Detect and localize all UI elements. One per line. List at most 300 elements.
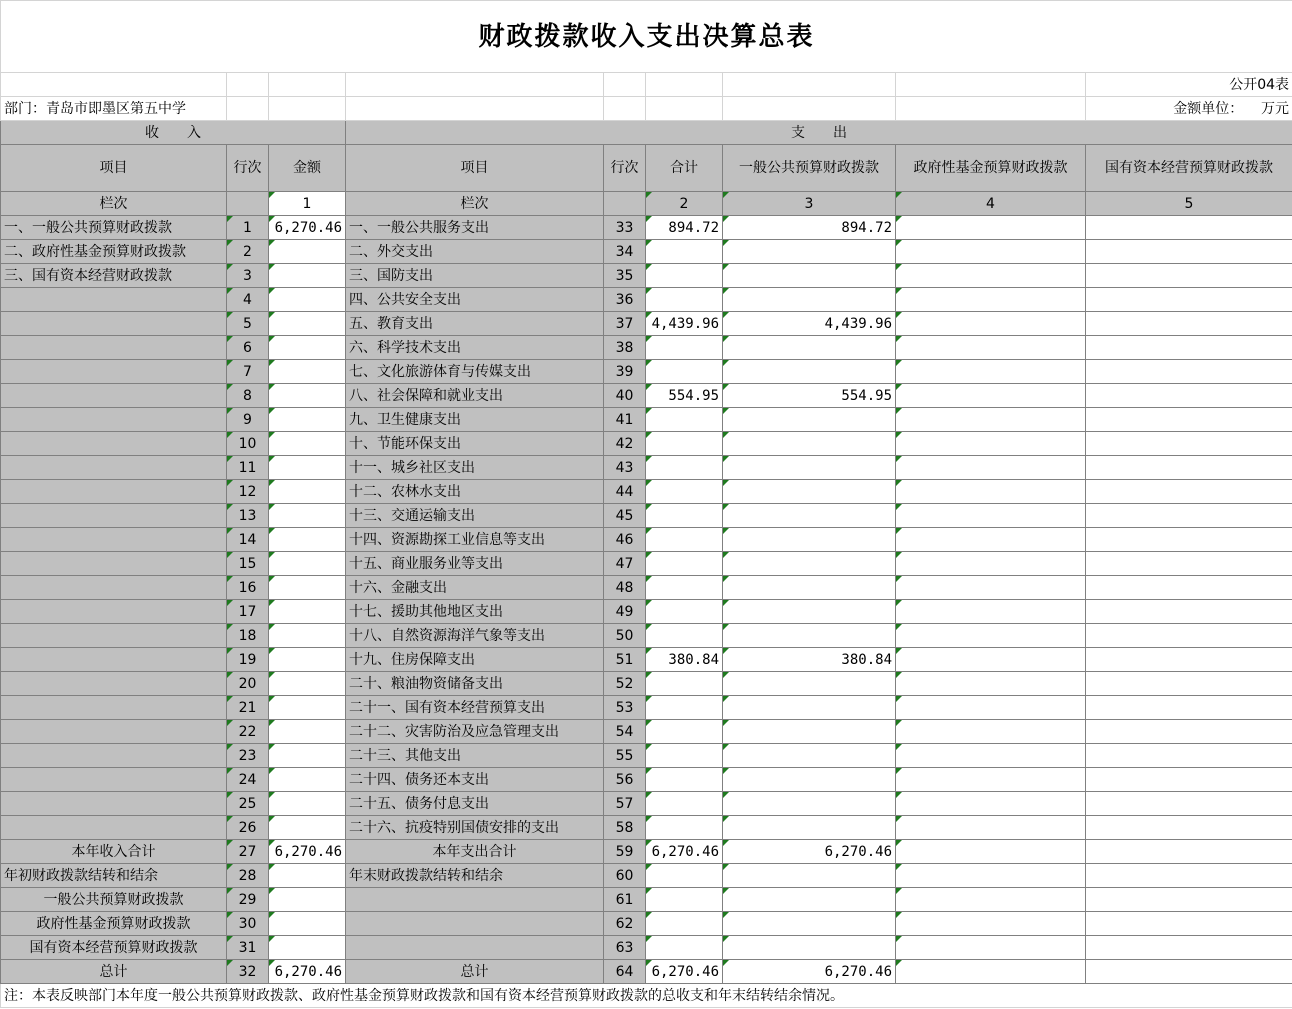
income-row-no[interactable]: 16 [227, 576, 269, 600]
expense-total[interactable] [646, 552, 723, 576]
expense-total[interactable] [646, 528, 723, 552]
expense-general-budget[interactable] [723, 552, 896, 576]
expense-state-capital[interactable] [1086, 672, 1292, 696]
expense-total[interactable] [646, 696, 723, 720]
income-amount[interactable] [269, 744, 346, 768]
expense-gov-fund[interactable] [896, 288, 1086, 312]
expense-item[interactable]: 十五、商业服务业等支出 [346, 552, 604, 576]
expense-state-capital[interactable] [1086, 432, 1292, 456]
income-row-no[interactable]: 24 [227, 768, 269, 792]
expense-total[interactable] [646, 672, 723, 696]
column-number[interactable]: 4 [896, 192, 1086, 216]
expense-total[interactable] [646, 360, 723, 384]
column-number[interactable]: 5 [1086, 192, 1292, 216]
expense-gov-fund[interactable] [896, 336, 1086, 360]
expense-gov-fund[interactable] [896, 912, 1086, 936]
expense-total[interactable]: 894.72 [646, 216, 723, 240]
expense-state-capital[interactable] [1086, 624, 1292, 648]
income-amount[interactable]: 6,270.46 [269, 960, 346, 984]
column-number[interactable]: 3 [723, 192, 896, 216]
expense-item[interactable]: 十二、农林水支出 [346, 480, 604, 504]
income-amount[interactable]: 6,270.46 [269, 216, 346, 240]
income-amount[interactable] [269, 456, 346, 480]
expense-row-no[interactable]: 49 [604, 600, 646, 624]
expense-row-no-header[interactable]: 行次 [604, 145, 646, 192]
blank-cell[interactable] [269, 97, 346, 121]
department-label[interactable]: 部门：青岛市即墨区第五中学 [1, 97, 227, 121]
expense-state-capital[interactable] [1086, 864, 1292, 888]
expense-state-capital[interactable] [1086, 744, 1292, 768]
expense-general-budget[interactable] [723, 504, 896, 528]
expense-row-no[interactable]: 53 [604, 696, 646, 720]
expense-general-budget[interactable] [723, 264, 896, 288]
income-item[interactable]: 本年收入合计 [1, 840, 227, 864]
expense-row-no[interactable]: 33 [604, 216, 646, 240]
expense-row-no[interactable]: 48 [604, 576, 646, 600]
blank-cell[interactable] [723, 73, 896, 97]
expense-total[interactable] [646, 456, 723, 480]
expense-row-no[interactable]: 61 [604, 888, 646, 912]
column-number[interactable]: 2 [646, 192, 723, 216]
expense-row-no[interactable]: 62 [604, 912, 646, 936]
expense-total[interactable] [646, 768, 723, 792]
expense-state-capital[interactable] [1086, 336, 1292, 360]
expense-item[interactable]: 九、卫生健康支出 [346, 408, 604, 432]
income-amount[interactable] [269, 912, 346, 936]
expense-gov-fund[interactable] [896, 576, 1086, 600]
expense-item[interactable]: 一、一般公共服务支出 [346, 216, 604, 240]
blank-cell[interactable] [604, 192, 646, 216]
income-row-no[interactable]: 8 [227, 384, 269, 408]
expense-state-capital[interactable] [1086, 600, 1292, 624]
expense-gov-fund[interactable] [896, 312, 1086, 336]
income-amount[interactable]: 6,270.46 [269, 840, 346, 864]
blank-cell[interactable] [269, 73, 346, 97]
expense-gov-fund[interactable] [896, 480, 1086, 504]
expense-general-budget[interactable] [723, 816, 896, 840]
expense-general-budget[interactable] [723, 576, 896, 600]
expense-general-budget[interactable] [723, 744, 896, 768]
income-amount[interactable] [269, 480, 346, 504]
income-row-no[interactable]: 18 [227, 624, 269, 648]
income-row-no[interactable]: 3 [227, 264, 269, 288]
expense-row-no[interactable]: 37 [604, 312, 646, 336]
expense-row-no[interactable]: 57 [604, 792, 646, 816]
income-amount[interactable] [269, 552, 346, 576]
expense-state-capital[interactable] [1086, 648, 1292, 672]
income-row-no[interactable]: 22 [227, 720, 269, 744]
expense-total[interactable] [646, 624, 723, 648]
expense-row-no[interactable]: 63 [604, 936, 646, 960]
income-amount[interactable] [269, 720, 346, 744]
blank-cell[interactable] [646, 73, 723, 97]
income-item[interactable] [1, 504, 227, 528]
income-item[interactable] [1, 792, 227, 816]
income-row-no[interactable]: 4 [227, 288, 269, 312]
income-amount[interactable] [269, 504, 346, 528]
income-amount[interactable] [269, 768, 346, 792]
expense-item[interactable]: 总计 [346, 960, 604, 984]
expense-row-no[interactable]: 45 [604, 504, 646, 528]
expense-general-budget[interactable] [723, 432, 896, 456]
income-row-no[interactable]: 12 [227, 480, 269, 504]
income-amount[interactable] [269, 864, 346, 888]
expense-state-capital[interactable] [1086, 480, 1292, 504]
expense-item[interactable]: 十四、资源勘探工业信息等支出 [346, 528, 604, 552]
income-amount[interactable] [269, 792, 346, 816]
expense-row-no[interactable]: 55 [604, 744, 646, 768]
expense-row-no[interactable]: 58 [604, 816, 646, 840]
expense-total[interactable] [646, 408, 723, 432]
expense-total[interactable] [646, 888, 723, 912]
general-budget-header[interactable]: 一般公共预算财政拨款 [723, 145, 896, 192]
expense-state-capital[interactable] [1086, 360, 1292, 384]
expense-gov-fund[interactable] [896, 408, 1086, 432]
income-item[interactable] [1, 696, 227, 720]
expense-item[interactable]: 十、节能环保支出 [346, 432, 604, 456]
income-amount-header[interactable]: 金额 [269, 145, 346, 192]
expense-total[interactable] [646, 864, 723, 888]
income-row-no[interactable]: 26 [227, 816, 269, 840]
expense-total[interactable] [646, 600, 723, 624]
expense-state-capital[interactable] [1086, 912, 1292, 936]
expense-state-capital[interactable] [1086, 552, 1292, 576]
expense-state-capital[interactable] [1086, 792, 1292, 816]
income-row-no[interactable]: 2 [227, 240, 269, 264]
expense-item[interactable]: 五、教育支出 [346, 312, 604, 336]
expense-state-capital[interactable] [1086, 312, 1292, 336]
blank-cell[interactable] [227, 192, 269, 216]
expense-item[interactable]: 二、外交支出 [346, 240, 604, 264]
blank-cell[interactable] [227, 97, 269, 121]
expense-row-no[interactable]: 34 [604, 240, 646, 264]
expense-total[interactable]: 4,439.96 [646, 312, 723, 336]
expense-total[interactable] [646, 240, 723, 264]
income-amount[interactable] [269, 936, 346, 960]
expense-gov-fund[interactable] [896, 360, 1086, 384]
expense-item[interactable]: 二十六、抗疫特别国债安排的支出 [346, 816, 604, 840]
income-item[interactable] [1, 312, 227, 336]
expense-gov-fund[interactable] [896, 768, 1086, 792]
footnote[interactable]: 注：本表反映部门本年度一般公共预算财政拨款、政府性基金预算财政拨款和国有资本经营预算财政拨款的总收支和年末结转结余情况。 [1, 984, 1292, 1008]
income-item[interactable]: 年初财政拨款结转和结余 [1, 864, 227, 888]
blank-cell[interactable] [346, 97, 604, 121]
income-amount[interactable] [269, 336, 346, 360]
form-number[interactable]: 公开04表 [1086, 73, 1292, 97]
expense-gov-fund[interactable] [896, 384, 1086, 408]
expense-general-budget[interactable] [723, 528, 896, 552]
income-item[interactable] [1, 336, 227, 360]
income-amount[interactable] [269, 672, 346, 696]
expense-general-budget[interactable] [723, 456, 896, 480]
expense-gov-fund[interactable] [896, 216, 1086, 240]
expense-total[interactable]: 380.84 [646, 648, 723, 672]
income-item[interactable] [1, 384, 227, 408]
income-item-header[interactable]: 项目 [1, 145, 227, 192]
income-row-no[interactable]: 11 [227, 456, 269, 480]
expense-state-capital[interactable] [1086, 528, 1292, 552]
gov-fund-header[interactable]: 政府性基金预算财政拨款 [896, 145, 1086, 192]
expense-state-capital[interactable] [1086, 240, 1292, 264]
income-item[interactable] [1, 480, 227, 504]
expense-total[interactable] [646, 432, 723, 456]
expense-state-capital[interactable] [1086, 288, 1292, 312]
expense-total[interactable]: 554.95 [646, 384, 723, 408]
expense-total[interactable] [646, 264, 723, 288]
income-amount[interactable] [269, 576, 346, 600]
income-row-no[interactable]: 28 [227, 864, 269, 888]
expense-item-header[interactable]: 项目 [346, 145, 604, 192]
expense-state-capital[interactable] [1086, 408, 1292, 432]
expense-item[interactable] [346, 936, 604, 960]
expense-gov-fund[interactable] [896, 840, 1086, 864]
expense-gov-fund[interactable] [896, 936, 1086, 960]
expense-item[interactable]: 十三、交通运输支出 [346, 504, 604, 528]
expense-general-budget[interactable]: 894.72 [723, 216, 896, 240]
blank-cell[interactable] [346, 73, 604, 97]
income-amount[interactable] [269, 264, 346, 288]
expense-general-budget[interactable] [723, 240, 896, 264]
income-amount[interactable] [269, 600, 346, 624]
column-row-label[interactable]: 栏次 [1, 192, 227, 216]
expense-gov-fund[interactable] [896, 888, 1086, 912]
income-amount[interactable] [269, 408, 346, 432]
expense-total[interactable] [646, 288, 723, 312]
income-row-no[interactable]: 6 [227, 336, 269, 360]
expense-gov-fund[interactable] [896, 720, 1086, 744]
column-row-label[interactable]: 栏次 [346, 192, 604, 216]
income-row-no[interactable]: 21 [227, 696, 269, 720]
income-row-no[interactable]: 10 [227, 432, 269, 456]
expense-general-budget[interactable] [723, 864, 896, 888]
income-row-no[interactable]: 29 [227, 888, 269, 912]
expense-row-no[interactable]: 40 [604, 384, 646, 408]
income-item[interactable] [1, 456, 227, 480]
blank-cell[interactable] [896, 73, 1086, 97]
expense-state-capital[interactable] [1086, 696, 1292, 720]
income-row-no[interactable]: 23 [227, 744, 269, 768]
income-item[interactable]: 一般公共预算财政拨款 [1, 888, 227, 912]
expense-gov-fund[interactable] [896, 816, 1086, 840]
expense-item[interactable]: 十九、住房保障支出 [346, 648, 604, 672]
income-row-no[interactable]: 7 [227, 360, 269, 384]
expense-general-budget[interactable]: 380.84 [723, 648, 896, 672]
expense-item[interactable]: 二十二、灾害防治及应急管理支出 [346, 720, 604, 744]
expense-gov-fund[interactable] [896, 456, 1086, 480]
income-row-no[interactable]: 5 [227, 312, 269, 336]
income-row-no[interactable]: 1 [227, 216, 269, 240]
income-row-no[interactable]: 17 [227, 600, 269, 624]
expense-general-budget[interactable] [723, 912, 896, 936]
income-row-no[interactable]: 14 [227, 528, 269, 552]
expense-state-capital[interactable] [1086, 720, 1292, 744]
expense-gov-fund[interactable] [896, 792, 1086, 816]
blank-cell[interactable] [896, 97, 1086, 121]
expense-general-budget[interactable] [723, 792, 896, 816]
expense-general-budget[interactable]: 4,439.96 [723, 312, 896, 336]
expense-state-capital[interactable] [1086, 960, 1292, 984]
income-amount[interactable] [269, 240, 346, 264]
expense-general-budget[interactable] [723, 288, 896, 312]
unit-cell[interactable] [1086, 97, 1292, 121]
income-item[interactable] [1, 816, 227, 840]
expense-total-header[interactable]: 合计 [646, 145, 723, 192]
income-row-no[interactable]: 27 [227, 840, 269, 864]
expense-item[interactable]: 二十一、国有资本经营预算支出 [346, 696, 604, 720]
expense-state-capital[interactable] [1086, 576, 1292, 600]
expense-general-budget[interactable] [723, 600, 896, 624]
income-item[interactable]: 国有资本经营预算财政拨款 [1, 936, 227, 960]
income-row-no[interactable]: 13 [227, 504, 269, 528]
expense-general-budget[interactable] [723, 480, 896, 504]
blank-cell[interactable] [604, 97, 646, 121]
income-item[interactable] [1, 288, 227, 312]
expense-row-no[interactable]: 52 [604, 672, 646, 696]
expense-total[interactable]: 6,270.46 [646, 840, 723, 864]
expense-row-no[interactable]: 42 [604, 432, 646, 456]
expense-row-no[interactable]: 36 [604, 288, 646, 312]
income-item[interactable]: 政府性基金预算财政拨款 [1, 912, 227, 936]
income-row-no[interactable]: 30 [227, 912, 269, 936]
expense-gov-fund[interactable] [896, 432, 1086, 456]
expense-item[interactable] [346, 888, 604, 912]
expense-item[interactable] [346, 912, 604, 936]
expense-row-no[interactable]: 60 [604, 864, 646, 888]
income-amount[interactable] [269, 360, 346, 384]
income-item[interactable] [1, 600, 227, 624]
blank-cell[interactable] [723, 97, 896, 121]
income-amount[interactable] [269, 288, 346, 312]
income-item[interactable] [1, 672, 227, 696]
expense-general-budget[interactable] [723, 360, 896, 384]
expense-general-budget[interactable]: 6,270.46 [723, 840, 896, 864]
expense-state-capital[interactable] [1086, 216, 1292, 240]
income-row-no[interactable]: 9 [227, 408, 269, 432]
income-item[interactable] [1, 432, 227, 456]
income-item[interactable] [1, 552, 227, 576]
expense-gov-fund[interactable] [896, 240, 1086, 264]
expense-total[interactable] [646, 744, 723, 768]
blank-cell[interactable] [604, 73, 646, 97]
expense-item[interactable]: 十六、金融支出 [346, 576, 604, 600]
expense-row-no[interactable]: 43 [604, 456, 646, 480]
expense-item[interactable]: 本年支出合计 [346, 840, 604, 864]
expense-item[interactable]: 二十、粮油物资储备支出 [346, 672, 604, 696]
blank-cell[interactable] [1, 73, 227, 97]
income-item[interactable]: 二、政府性基金预算财政拨款 [1, 240, 227, 264]
expense-general-budget[interactable] [723, 696, 896, 720]
expense-general-budget[interactable] [723, 888, 896, 912]
expense-row-no[interactable]: 39 [604, 360, 646, 384]
income-item[interactable] [1, 720, 227, 744]
income-item[interactable] [1, 648, 227, 672]
expense-row-no[interactable]: 59 [604, 840, 646, 864]
expense-item[interactable]: 二十三、其他支出 [346, 744, 604, 768]
expense-total[interactable] [646, 576, 723, 600]
expense-item[interactable]: 十一、城乡社区支出 [346, 456, 604, 480]
income-item[interactable]: 三、国有资本经营财政拨款 [1, 264, 227, 288]
expense-total[interactable] [646, 912, 723, 936]
expense-general-budget[interactable] [723, 720, 896, 744]
expense-total[interactable] [646, 480, 723, 504]
income-item[interactable] [1, 528, 227, 552]
income-item[interactable] [1, 576, 227, 600]
expense-gov-fund[interactable] [896, 504, 1086, 528]
expense-gov-fund[interactable] [896, 696, 1086, 720]
expense-general-budget[interactable] [723, 336, 896, 360]
income-row-no[interactable]: 31 [227, 936, 269, 960]
expense-row-no[interactable]: 47 [604, 552, 646, 576]
expense-item[interactable]: 十七、援助其他地区支出 [346, 600, 604, 624]
expense-general-budget[interactable] [723, 624, 896, 648]
income-amount[interactable] [269, 312, 346, 336]
blank-cell[interactable] [646, 97, 723, 121]
income-item[interactable]: 一、一般公共预算财政拨款 [1, 216, 227, 240]
income-amount[interactable] [269, 528, 346, 552]
expense-gov-fund[interactable] [896, 528, 1086, 552]
income-row-no[interactable]: 19 [227, 648, 269, 672]
income-amount[interactable] [269, 384, 346, 408]
expense-general-budget[interactable] [723, 936, 896, 960]
expense-row-no[interactable]: 41 [604, 408, 646, 432]
expense-item[interactable]: 四、公共安全支出 [346, 288, 604, 312]
expense-item[interactable]: 二十五、债务付息支出 [346, 792, 604, 816]
expense-row-no[interactable]: 51 [604, 648, 646, 672]
expense-state-capital[interactable] [1086, 936, 1292, 960]
income-amount[interactable] [269, 888, 346, 912]
expense-total[interactable]: 6,270.46 [646, 960, 723, 984]
state-capital-header[interactable]: 国有资本经营预算财政拨款 [1086, 145, 1292, 192]
expense-general-budget[interactable] [723, 408, 896, 432]
income-item[interactable] [1, 408, 227, 432]
expense-state-capital[interactable] [1086, 264, 1292, 288]
expense-general-budget[interactable] [723, 672, 896, 696]
blank-cell[interactable] [227, 73, 269, 97]
expense-item[interactable]: 年末财政拨款结转和结余 [346, 864, 604, 888]
expense-row-no[interactable]: 46 [604, 528, 646, 552]
expense-state-capital[interactable] [1086, 840, 1292, 864]
expense-row-no[interactable]: 64 [604, 960, 646, 984]
expense-general-budget[interactable]: 6,270.46 [723, 960, 896, 984]
expense-gov-fund[interactable] [896, 744, 1086, 768]
expense-state-capital[interactable] [1086, 816, 1292, 840]
income-item[interactable] [1, 768, 227, 792]
income-section-header[interactable]: 收 入 [1, 121, 346, 145]
income-item[interactable] [1, 624, 227, 648]
income-row-no[interactable]: 32 [227, 960, 269, 984]
expense-state-capital[interactable] [1086, 504, 1292, 528]
income-row-no-header[interactable]: 行次 [227, 145, 269, 192]
expense-state-capital[interactable] [1086, 384, 1292, 408]
column-number[interactable]: 1 [269, 192, 346, 216]
expense-total[interactable] [646, 720, 723, 744]
expense-row-no[interactable]: 50 [604, 624, 646, 648]
expense-state-capital[interactable] [1086, 768, 1292, 792]
expense-row-no[interactable]: 35 [604, 264, 646, 288]
expense-section-header[interactable]: 支 出 [346, 121, 1292, 145]
expense-item[interactable]: 七、文化旅游体育与传媒支出 [346, 360, 604, 384]
expense-row-no[interactable]: 38 [604, 336, 646, 360]
expense-total[interactable] [646, 504, 723, 528]
expense-gov-fund[interactable] [896, 960, 1086, 984]
expense-total[interactable] [646, 936, 723, 960]
expense-item[interactable]: 十八、自然资源海洋气象等支出 [346, 624, 604, 648]
expense-total[interactable] [646, 816, 723, 840]
expense-item[interactable]: 八、社会保障和就业支出 [346, 384, 604, 408]
expense-row-no[interactable]: 54 [604, 720, 646, 744]
expense-gov-fund[interactable] [896, 672, 1086, 696]
income-amount[interactable] [269, 816, 346, 840]
